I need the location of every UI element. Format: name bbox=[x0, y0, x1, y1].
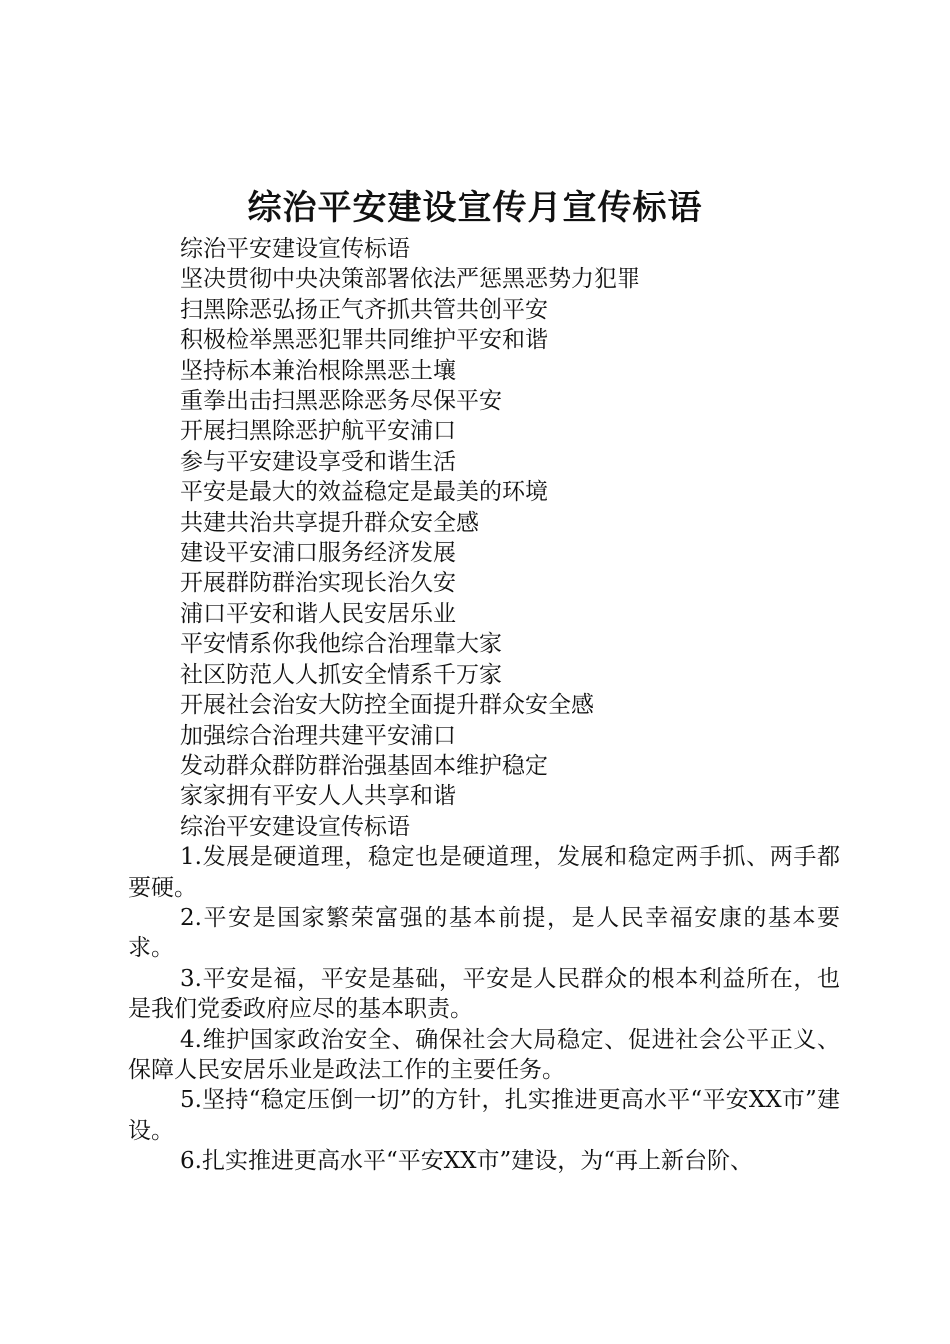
slogan-line: 综治平安建设宣传标语 bbox=[180, 236, 410, 262]
slogan-line: 社区防范人人抓安全情系千万家 bbox=[180, 661, 502, 688]
slogan-line: 开展群防群治实现长治久安 bbox=[180, 570, 456, 597]
numbered-paragraph: 2.平安是国家繁荣富强的基本前提，是人民幸福安康的基本要求。 bbox=[128, 904, 840, 962]
slogan-line: 开展社会治安大防控全面提升群众安全感 bbox=[180, 692, 594, 719]
slogan-line: 重拳出击扫黑恶除恶务尽保平安 bbox=[180, 388, 502, 415]
slogan-line: 坚决贯彻中央决策部署依法严惩黑恶势力犯罪 bbox=[180, 266, 640, 293]
slogan-line: 家家拥有平安人人共享和谐 bbox=[180, 783, 456, 810]
numbered-paragraph: 3.平安是福，平安是基础，平安是人民群众的根本利益所在，也是我们党委政府应尽的基本职责。 bbox=[128, 965, 840, 1023]
slogan-line: 建设平安浦口服务经济发展 bbox=[180, 540, 456, 567]
slogan-line: 开展扫黑除恶护航平安浦口 bbox=[180, 418, 456, 445]
slogan-line: 综治平安建设宣传标语 bbox=[180, 813, 410, 840]
slogan-line: 坚持标本兼治根除黑恶土壤 bbox=[180, 357, 456, 384]
slogan-line: 加强综合治理共建平安浦口 bbox=[180, 722, 456, 749]
slogan-line: 积极检举黑恶犯罪共同维护平安和谐 bbox=[180, 327, 548, 354]
document-title: 综治平安建设宣传月宣传标语 bbox=[247, 188, 703, 228]
slogan-list bbox=[128, 234, 840, 842]
slogan-line: 浦口平安和谐人民安居乐业 bbox=[180, 600, 456, 627]
paragraph-list bbox=[128, 842, 840, 1176]
slogan-line: 扫黑除恶弘扬正气齐抓共管共创平安 bbox=[180, 296, 548, 323]
numbered-paragraph: 1.发展是硬道理，稳定也是硬道理，发展和稳定两手抓、两手都要硬。 bbox=[128, 844, 840, 901]
slogan-line: 参与平安建设享受和谐生活 bbox=[180, 448, 456, 475]
document-body bbox=[128, 234, 840, 1177]
slogan-line: 平安是最大的效益稳定是最美的环境 bbox=[180, 479, 548, 506]
slogan-line: 发动群众群防群治强基固本维护稳定 bbox=[180, 752, 548, 779]
slogan-line: 共建共治共享提升群众安全感 bbox=[180, 509, 479, 536]
numbered-paragraph: 6.扎实推进更高水平“平安XX市”建设，为“再上新台阶、 bbox=[180, 1148, 753, 1175]
slogan-line: 平安情系你我他综合治理靠大家 bbox=[180, 631, 502, 658]
numbered-paragraph: 5.坚持“稳定压倒一切”的方针，扎实推进更高水平“平安XX市”建设。 bbox=[128, 1087, 840, 1144]
numbered-paragraph: 4.维护国家政治安全、确保社会大局稳定、促进社会公平正义、保障人民安居乐业是政法工作的主要任务。 bbox=[128, 1026, 840, 1083]
